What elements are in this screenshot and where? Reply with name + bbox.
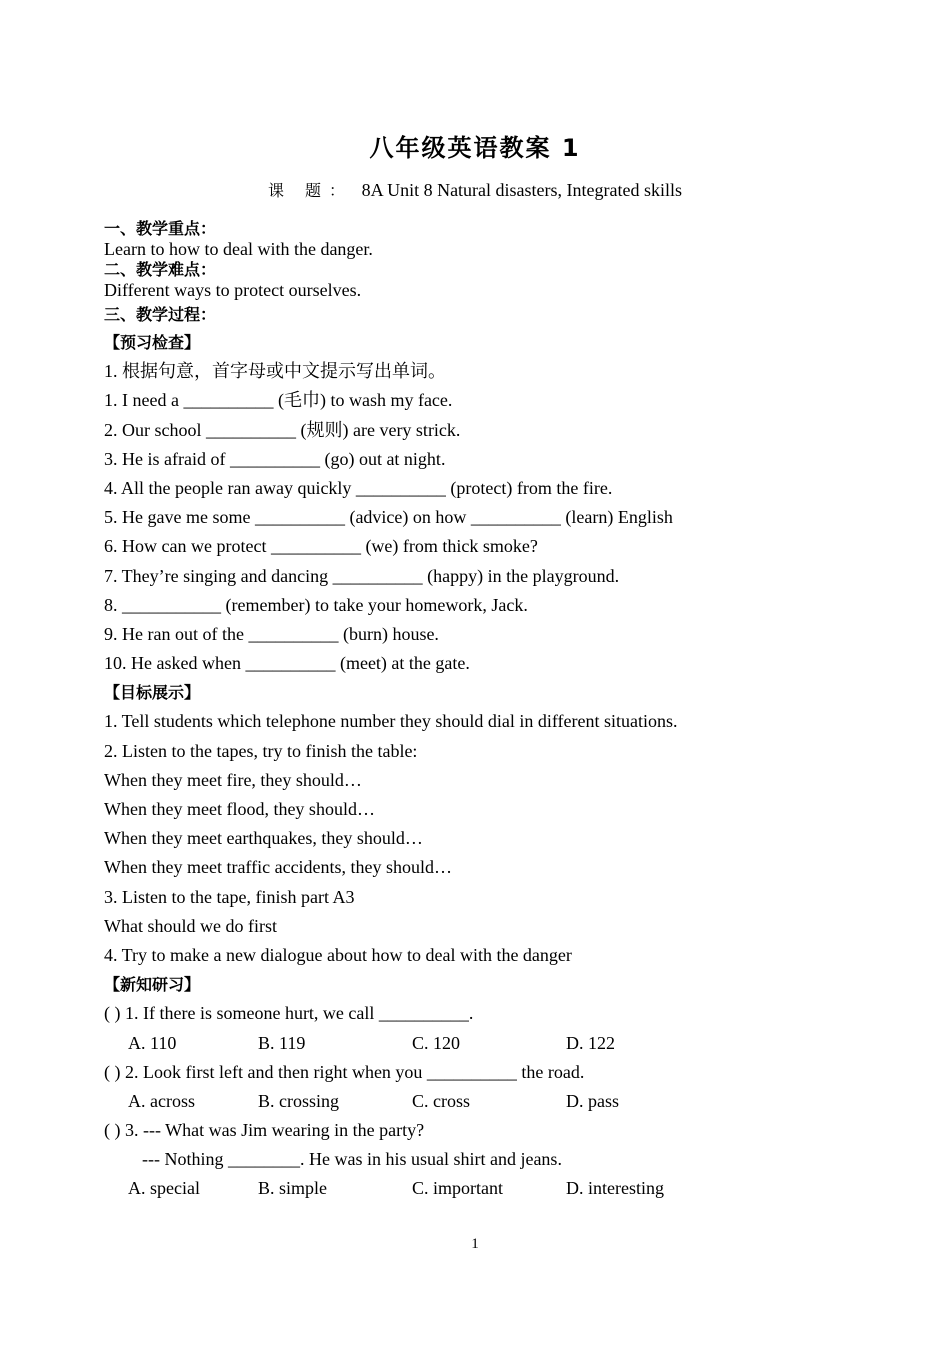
exercise-item: 3. He is afraid of __________ (go) out at night. <box>104 448 446 469</box>
page-title: 八年级英语教案 1 <box>369 134 581 162</box>
question-stem: ( ) 1. If there is someone hurt, we call __________. <box>104 1003 474 1024</box>
option: A. 110 <box>128 1032 177 1053</box>
exercise-item: 7. They’re singing and dancing __________ (happy) in the playground. <box>104 565 620 586</box>
question-stem: ( ) 3. --- What was Jim wearing in the party? <box>104 1120 425 1141</box>
process-heading: 三、教学过程： <box>104 305 217 324</box>
option: C. cross <box>412 1090 470 1111</box>
goal-line: When they meet fire, they should… <box>104 769 362 790</box>
new-study-heading: 【新知研习】 <box>104 975 201 995</box>
focus-heading: 一、教学重点： <box>104 219 217 238</box>
question-dialogue-line: --- Nothing ________. He was in his usual shirt and jeans. <box>142 1149 562 1170</box>
preview-heading: 【预习检查】 <box>104 333 201 352</box>
exercise-item: 5. He gave me some __________ (advice) on how __________ (learn) English <box>104 507 673 528</box>
document-body <box>104 218 864 1204</box>
exercise-item: 8. ___________ (remember) to take your homework, Jack. <box>104 594 528 615</box>
option: B. crossing <box>258 1090 339 1111</box>
goal-line: 2. Listen to the tapes, try to finish the table: <box>104 740 418 761</box>
question-options <box>104 1174 864 1203</box>
page-number: 1 <box>471 1236 479 1252</box>
exercise-item: 10. He asked when __________ (meet) at the gate. <box>104 653 470 674</box>
goal-line: 3. Listen to the tape, finish part A3 <box>104 886 355 907</box>
focus-text: Learn to how to deal with the danger. <box>104 239 373 259</box>
exercise-item: 6. How can we protect __________ (we) from thick smoke? <box>104 536 538 557</box>
exercise-item: 4. All the people ran away quickly __________ (protect) from the fire. <box>104 477 613 498</box>
question-options <box>104 1087 864 1116</box>
goals-heading: 【目标展示】 <box>104 683 201 703</box>
option: B. simple <box>258 1178 328 1199</box>
subtitle-text: 8A Unit 8 Natural disasters, Integrated skills <box>361 180 683 200</box>
goal-line: 4. Try to make a new dialogue about how to deal with the danger <box>104 944 572 965</box>
goal-line: When they meet earthquakes, they should… <box>104 828 423 849</box>
lesson-subtitle <box>0 178 950 201</box>
exercise-item: 1. I need a __________ (毛巾) to wash my face. <box>104 390 453 411</box>
option: A. across <box>128 1090 195 1111</box>
option: C. important <box>412 1178 503 1199</box>
option: D. pass <box>566 1090 619 1111</box>
question-stem: ( ) 2. Look first left and then right when you __________ the road. <box>104 1061 585 1082</box>
option: C. 120 <box>412 1032 461 1053</box>
goal-line: 1. Tell students which telephone number they should dial in different situations. <box>104 711 678 732</box>
goal-line: When they meet traffic accidents, they should… <box>104 857 453 878</box>
question-options <box>104 1029 864 1058</box>
option: D. interesting <box>566 1178 664 1199</box>
option: A. special <box>128 1178 200 1199</box>
difficulty-text: Different ways to protect ourselves. <box>104 280 362 300</box>
goal-line: What should we do first <box>104 915 277 936</box>
exercise-item: 2. Our school __________ (规则) are very strick. <box>104 419 461 440</box>
exercise-item: 9. He ran out of the __________ (burn) house. <box>104 623 439 644</box>
option: D. 122 <box>566 1032 615 1053</box>
difficulty-heading: 二、教学难点： <box>104 260 217 279</box>
subtitle-label: 课 题： <box>267 181 354 200</box>
goal-line: When they meet flood, they should… <box>104 799 375 819</box>
preview-instruction: 1. 根据句意，首字母或中文提示写出单词。 <box>104 361 446 382</box>
option: B. 119 <box>258 1032 306 1053</box>
